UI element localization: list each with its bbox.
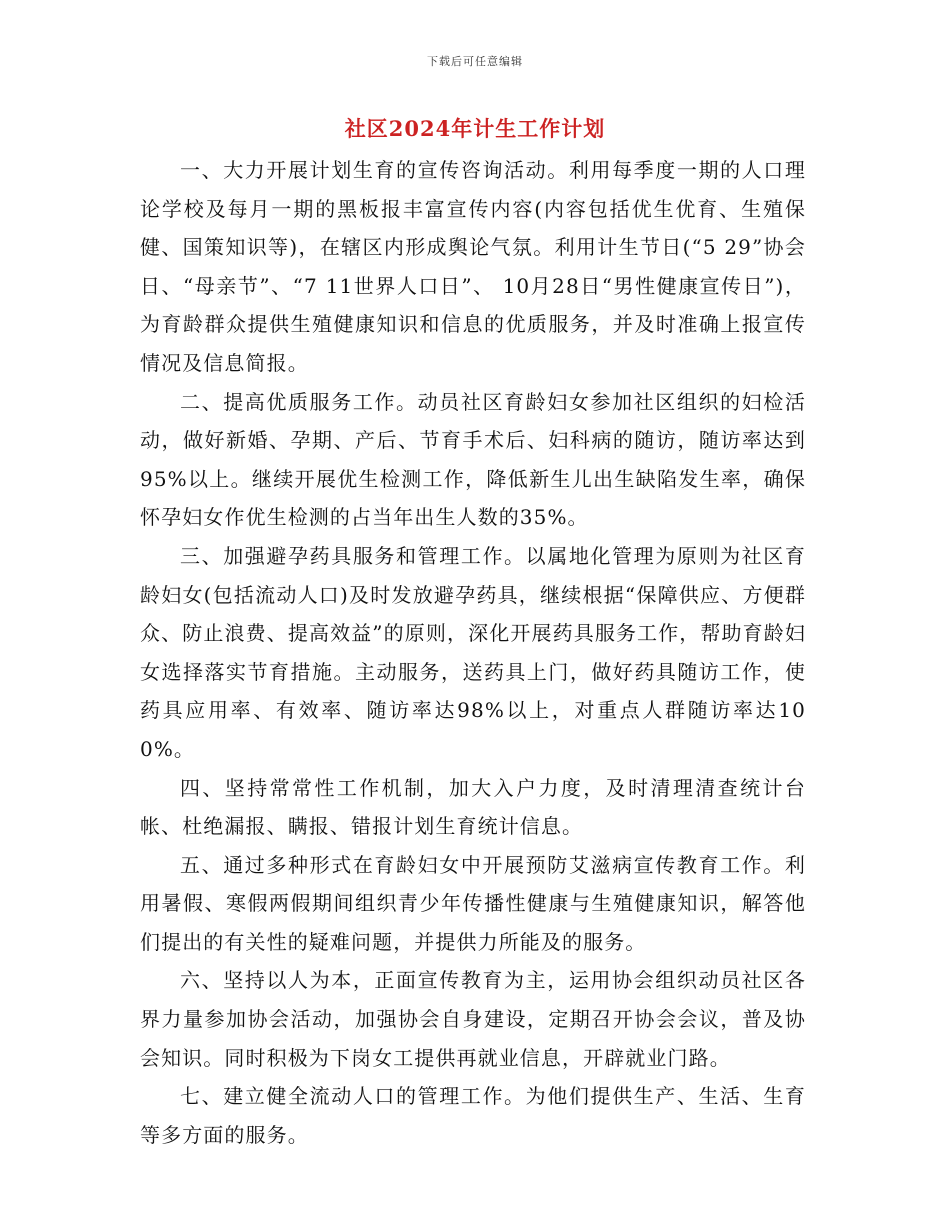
document-title: 社区2024年计生工作计划	[344, 116, 606, 141]
paragraph-6: 六、坚持以人为本，正面宣传教育为主，运用协会组织动员社区各界力量参加协会活动，加强协会自身建设，定期召开协会会议，普及协会知识。同时积极为下岗女工提供再就业信息，开辟就业门路。	[140, 968, 806, 1070]
paragraph-1: 一、大力开展计划生育的宣传咨询活动。利用每季度一期的人口理论学校及每月一期的黑板报丰富宣传内容(内容包括优生优育、生殖保健、国策知识等)，在辖区内形成舆论气氛。利用计生节日(“5 29”协会日、“母亲节”、“7 11世界人口日”、 10月28日“男性健康宣传日”)，为育龄群众提供生殖健康知识和信息的优质服务，并及时准确上报宣传情况及信息简报。	[140, 158, 806, 375]
paragraph-7: 七、建立健全流动人口的管理工作。为他们提供生产、生活、生育等多方面的服务。	[140, 1084, 806, 1147]
header-note: 下载后可任意编辑	[427, 55, 523, 68]
paragraph-3: 三、加强避孕药具服务和管理工作。以属地化管理为原则为社区育龄妇女(包括流动人口)及时发放避孕药具，继续根据“保障供应、方便群众、防止浪费、提高效益”的原则，深化开展药具服务工作，帮助育龄妇女选择落实节育措施。主动服务，送药具上门，做好药具随访工作，使药具应用率、有效率、随访率达98%以上，对重点人群随访率达100%。	[140, 543, 806, 761]
document-body	[140, 151, 806, 1154]
paragraph-5: 五、通过多种形式在育龄妇女中开展预防艾滋病宣传教育工作。利用暑假、寒假两假期间组织青少年传播性健康与生殖健康知识，解答他们提出的有关性的疑难问题，并提供力所能及的服务。	[140, 852, 806, 954]
paragraph-2: 二、提高优质服务工作。动员社区育龄妇女参加社区组织的妇检活动，做好新婚、孕期、产后、节育手术后、妇科病的随访，随访率达到95%以上。继续开展优生检测工作，降低新生儿出生缺陷发生率，确保怀孕妇女作优生检测的占当年出生人数的35%。	[140, 389, 806, 530]
paragraph-4: 四、坚持常常性工作机制，加大入户力度，及时清理清查统计台帐、杜绝漏报、瞒报、错报计划生育统计信息。	[140, 775, 806, 839]
